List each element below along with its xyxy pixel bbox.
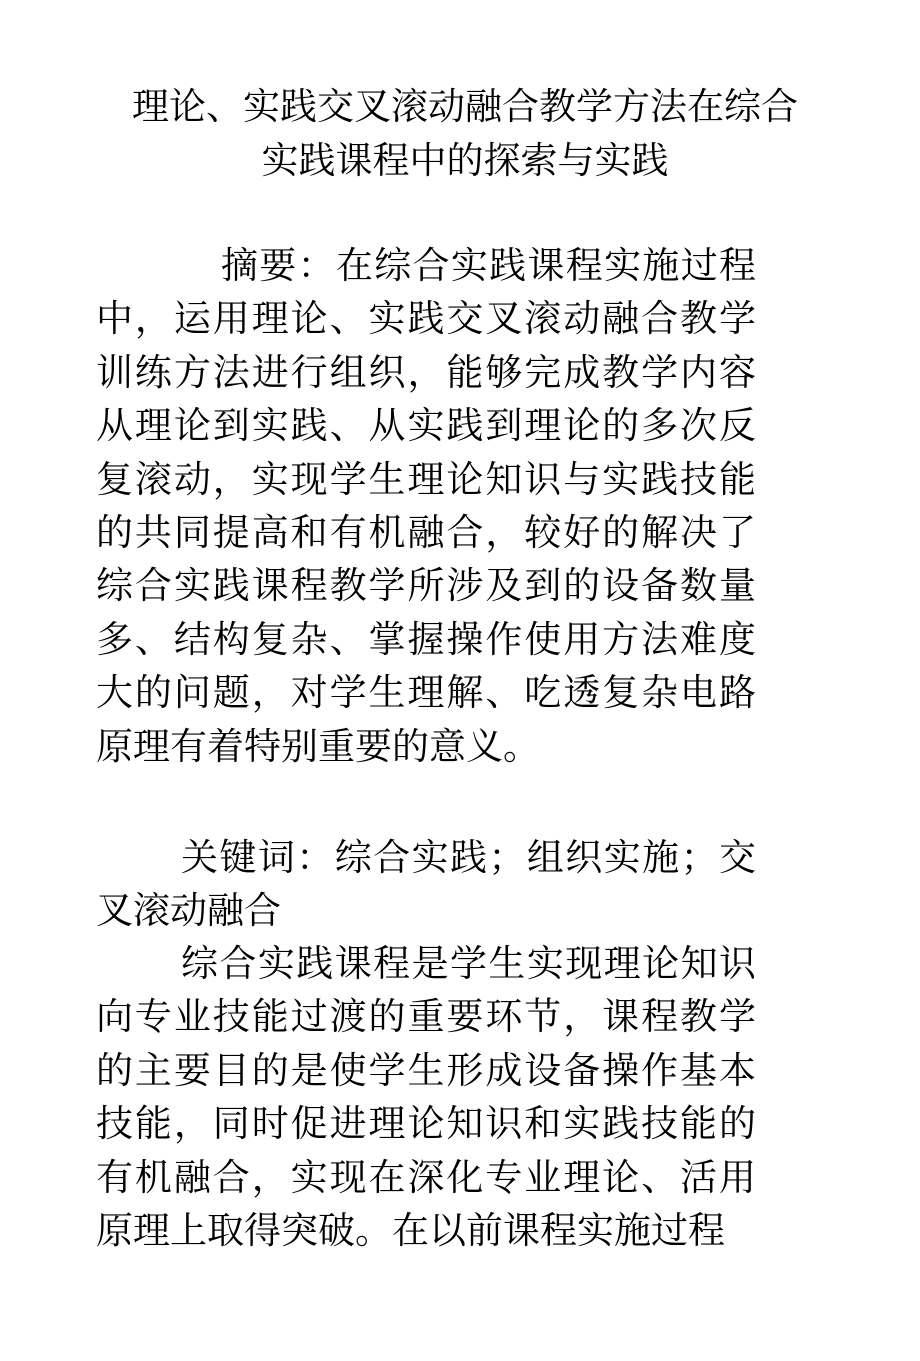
keywords-text: 综合实践；组织实施；交叉滚动融合 xyxy=(96,836,757,933)
abstract-paragraph xyxy=(96,239,756,773)
intro-paragraph: 综合实践课程是学生实现理论知识向专业技能过渡的重要环节，课程教学的主要目的是使学生形成设备操作基本技能，同时促进理论知识和实践技能的有机融合，实现在深化专业理论、活用原理上取得突破。在以前课程实施过程 xyxy=(96,942,756,1253)
abstract-text: 在综合实践课程实施过程中，运用理论、实践交叉滚动融合教学训练方法进行组织，能够完成教学内容从理论到实践、从实践到理论的多次反复滚动，实现学生理论知识与实践技能的共同提高和有机融合，较好的解决了综合实践课程教学所涉及到的设备数量多、结构复杂、掌握操作使用方法难度大的问题，对学生理解、吃透复杂电路原理有着特别重要的意义。 xyxy=(96,244,757,768)
document-title: 理论、实践交叉滚动融合教学方法在综合实践课程中的探索与实践 xyxy=(132,85,798,182)
keywords-paragraph xyxy=(96,831,756,938)
abstract-label: 摘要： xyxy=(221,244,336,287)
keywords-label: 关键词： xyxy=(181,836,335,879)
